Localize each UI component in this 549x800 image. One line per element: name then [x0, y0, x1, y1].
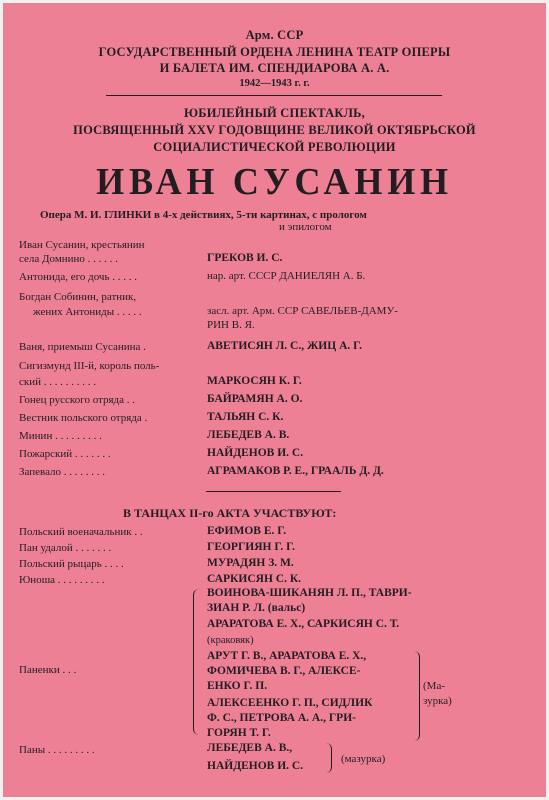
dedication-line2: ПОСВЯЩЕННЫЙ XXV ГОДОВЩИНЕ ВЕЛИКОЙ ОКТЯБРЬСКОЙ: [73, 123, 476, 137]
performer-name: ЕФИМОВ Е. Г.: [207, 525, 287, 537]
performer-name: АВЕТИСЯН Л. С., ЖИЦ А. Г.: [207, 340, 363, 352]
role-name: Пан удалой . . . . . . .: [19, 542, 112, 554]
cast-row: [3, 446, 546, 461]
panenki-line: Ф. С., ПЕТРОВА А. А., ГРИ-: [207, 712, 356, 724]
performer-name: МАРКОСЯН К. Г.: [207, 375, 302, 387]
performer-name: ГРЕКОВ И. С.: [207, 252, 283, 264]
pany-note: (мазурка): [341, 753, 386, 765]
republic-label: Арм. ССР: [245, 28, 304, 42]
role-name: села Домнино . . . . . .: [19, 253, 118, 265]
pany-performer: ЛЕБЕДЕВ А. В.,: [207, 742, 293, 754]
cast-row: [3, 339, 546, 354]
performer-name: ЛЕБЕДЕВ А. В.: [207, 429, 290, 441]
role-name: Ваня, приемыш Сусанина .: [19, 341, 146, 353]
role-name: Минин . . . . . . . . .: [19, 430, 102, 442]
performer-name: РИН В. Я.: [207, 319, 255, 331]
cast-row: [3, 269, 546, 284]
panenki-brace: [193, 589, 202, 735]
panenki-line: АРУТ Г. В., АРАРАТОВА Е. Х.,: [207, 650, 367, 662]
cast-row: [3, 410, 546, 425]
cast-row: [3, 464, 546, 479]
cast-row: [3, 428, 546, 443]
performer-name: засл. арт. Арм. ССР САВЕЛЬЕВ-ДАМУ-: [207, 305, 398, 317]
performer-name: АГРАМАКОВ Р. Е., ГРААЛЬ Д. Д.: [207, 465, 384, 477]
performer-name: нар. арт. СССР ДАНИЕЛЯН А. Б.: [207, 270, 366, 282]
performer-name: САРКИСЯН С. К.: [207, 573, 302, 585]
role-name: Запевало . . . . . . . .: [19, 466, 106, 478]
cast-row: [3, 251, 546, 266]
dancer-row: [3, 572, 546, 587]
role-name: ский . . . . . . . . . .: [19, 376, 96, 388]
theatre-name-line2: И БАЛЕТА ИМ. СПЕНДИАРОВА А. А.: [159, 61, 390, 75]
header-divider: [106, 95, 442, 96]
panenki-line: АРАРАТОВА Е. Х., САРКИСЯН С. Т.: [207, 618, 400, 630]
performer-name: ТАЛЬЯН С. К.: [207, 411, 284, 423]
cast-row: [3, 237, 546, 252]
role-name: Гонец русского отряда . .: [19, 394, 136, 406]
panenki-line: ФОМИЧЕВА В. Г., АЛЕКСЕ-: [207, 665, 361, 677]
pany-performer: НАЙДЕНОВ И. С.: [207, 760, 304, 772]
panenki-line: ГОРЯН Т. Г.: [207, 727, 271, 739]
role-name: Иван Сусанин, крестьянин: [19, 239, 145, 251]
dancer-row: [3, 524, 546, 539]
mazurka-note-line1: (Ма-: [423, 680, 445, 692]
role-name: Польский военачальник . .: [19, 526, 143, 538]
dance-heading: В ТАНЦАХ II-го АКТА УЧАСТВУЮТ:: [123, 506, 337, 520]
cast-row: [3, 358, 546, 373]
panenki-line: ВОИНОВА-ШИКАНЯН Л. П., ТАВРИ-: [207, 587, 412, 599]
season-label: 1942—1943 г. г.: [239, 78, 310, 89]
panenki-line: ЗИАН Р. Л. (вальс): [207, 602, 306, 614]
dancer-row: [3, 540, 546, 555]
cast-row: [3, 289, 546, 304]
program-page: [3, 3, 546, 797]
subtitle-line1: Опера М. И. ГЛИНКИ в 4-х действиях, 5-ти картинах, с прологом: [40, 209, 367, 221]
section-divider: [206, 491, 341, 492]
cast-row: [3, 304, 546, 319]
performer-name: ГЕОРГИЯН Г. Г.: [207, 541, 296, 553]
mazurka-note-line2: зурка): [423, 695, 452, 707]
role-name: жених Антониды . . . . .: [33, 306, 142, 318]
opera-title: ИВАН СУСАНИН: [96, 161, 453, 203]
role-name: Юноша . . . . . . . . .: [19, 574, 105, 586]
performer-name: НАЙДЕНОВ И. С.: [207, 447, 304, 459]
performer-name: БАЙРАМЯН А. О.: [207, 393, 303, 405]
role-name: Вестник польского отряда .: [19, 412, 148, 424]
performer-name: МУРАДЯН З. М.: [207, 557, 294, 569]
dancer-row: [3, 556, 546, 571]
cast-row: [3, 392, 546, 407]
pany-brace: [323, 743, 332, 773]
role-name: Пожарский . . . . . . .: [19, 448, 111, 460]
cast-row: [3, 318, 546, 333]
role-name: Польский рыцарь . . . .: [19, 558, 124, 570]
mazurka-brace: [411, 651, 420, 741]
role-name: Антонида, его дочь . . . . .: [19, 271, 137, 283]
dedication-line1: ЮБИЛЕЙНЫЙ СПЕКТАКЛЬ,: [184, 106, 365, 120]
cast-row: [3, 374, 546, 389]
panenki-line: (краковяк): [207, 635, 254, 646]
subtitle-line2: и эпилогом: [279, 221, 332, 233]
role-name: Богдан Собинин, ратник,: [19, 291, 137, 303]
panenki-role: Паненки . . .: [19, 664, 77, 676]
dedication-line3: СОЦИАЛИСТИЧЕСКОЙ РЕВОЛЮЦИИ: [153, 140, 396, 154]
role-name: Сигизмунд III-й, король поль-: [19, 360, 160, 372]
pany-role: Паны . . . . . . . . .: [19, 744, 95, 756]
theatre-name-line1: ГОСУДАРСТВЕННЫЙ ОРДЕНА ЛЕНИНА ТЕАТР ОПЕРЫ: [98, 45, 451, 59]
panenki-line: ЕНКО Г. П.: [207, 680, 268, 692]
panenki-line: АЛЕКСЕЕНКО Г. П., СИДЛИК: [207, 697, 373, 709]
